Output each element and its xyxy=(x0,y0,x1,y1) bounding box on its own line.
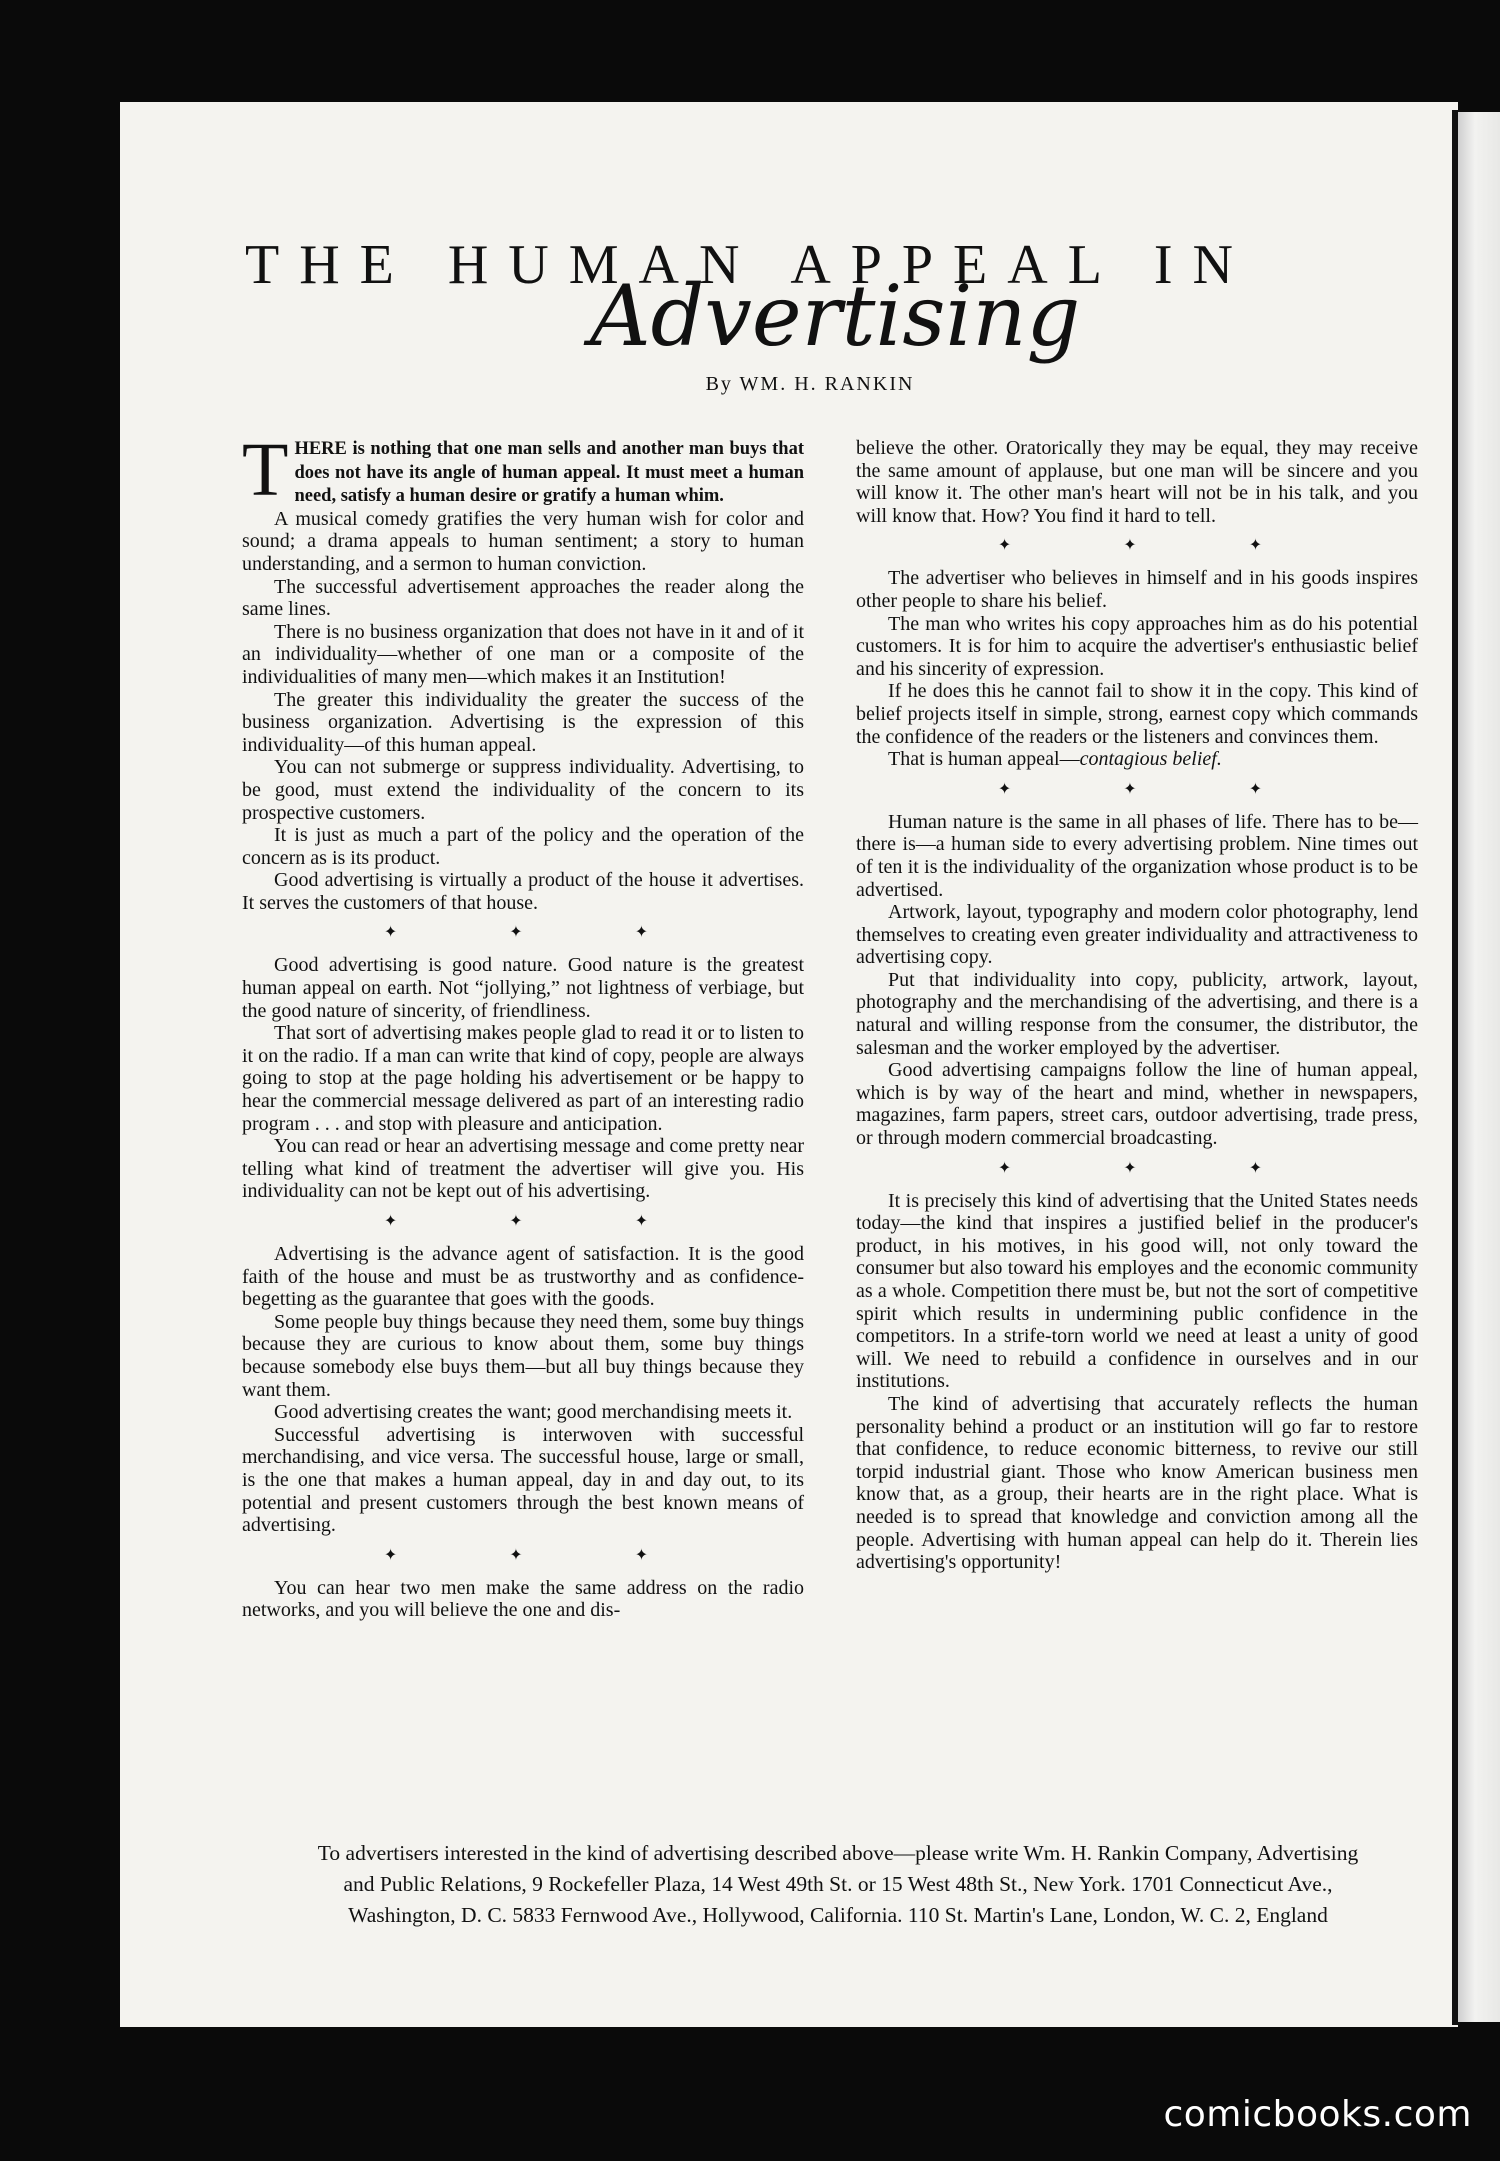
opening-paragraph xyxy=(242,428,804,512)
section-divider: ✦ ✦ ✦ xyxy=(997,780,1317,798)
article-paragraph xyxy=(856,1393,1418,1574)
article-paragraph xyxy=(242,954,804,1022)
drop-cap: T xyxy=(242,428,289,512)
paragraph-text: If he does this he cannot fail to show it in the copy. This kind of belief projects itself in simple, strong, earnest copy which commands the confidence of the readers or the listeners and convinces them. xyxy=(856,680,1418,748)
paragraph-text: A musical comedy gratifies the very human wish for color and sound; a drama appeals to human sentiment; a story to human understanding, and a sermon to human conviction. xyxy=(242,507,804,575)
right-column-body xyxy=(856,437,1418,1574)
article-paragraph xyxy=(242,508,804,576)
left-column-body xyxy=(242,508,804,1622)
article-paragraph xyxy=(242,1401,804,1424)
section-divider: ✦ ✦ ✦ xyxy=(383,1213,703,1230)
paragraph-text: You can hear two men make the same address on the radio networks, and you will believe the one and dis- xyxy=(242,1576,804,1622)
article-column-right xyxy=(856,437,1418,1574)
paragraph-text: The greater this individuality the greater the success of the business organization. Advertising is the expression of this individuality—of this human appeal. xyxy=(242,688,804,756)
adjacent-page-edge xyxy=(1458,112,1500,2022)
footer-line: and Public Relations, 9 Rockefeller Plaza, 14 West 49th St. or 15 West 48th St., New York. 1701 Connecticut Ave., xyxy=(343,1872,1333,1896)
paragraph-text: Good advertising creates the want; good merchandising meets it. xyxy=(274,1401,793,1424)
article-paragraph xyxy=(856,680,1418,748)
paragraph-text: You can read or hear an advertising message and come pretty near telling what kind of treatment the advertiser will give you. His individuality can not be kept out of his advertising. xyxy=(242,1135,804,1203)
opening-text: HERE is nothing that one man sells and another man buys that does not have its angle of human appeal. It must meet a human need, satisfy a human desire or gratify a human whim. xyxy=(294,439,804,507)
footer-line: Washington, D. C. 5833 Fernwood Ave., Hollywood, California. 110 St. Martin's Lane, London, W. C. 2, England xyxy=(348,1903,1328,1927)
article-paragraph xyxy=(856,901,1418,969)
paragraph-text: Artwork, layout, typography and modern color photography, lend themselves to creating even greater individuality and attractiveness to advertising copy. xyxy=(856,901,1418,969)
advertiser-contact-footer xyxy=(248,1838,1428,1931)
section-divider: ✦ ✦ ✦ xyxy=(997,537,1317,555)
italic-phrase: contagious belief. xyxy=(1079,748,1222,771)
paragraph-text: The man who writes his copy approaches him as do his potential customers. It is for him to acquire the advertiser's enthusiastic belief and his sincerity of expression. xyxy=(856,612,1418,680)
article-title: THE HUMAN APPEAL IN xyxy=(245,233,1253,296)
article-paragraph xyxy=(242,689,804,757)
section-divider: ✦ ✦ ✦ xyxy=(383,924,703,942)
article-paragraph xyxy=(242,1424,804,1537)
paragraph-text: Some people buy things because they need them, some buy things because they are curious to know about them, some buy things because somebody else buys them—but all buy things because they want them. xyxy=(242,1310,804,1401)
paragraph-text: Good advertising is good nature. Good nature is the greatest human appeal on earth. Not “jollying,” not lightness of verbiage, but the good nature of sincerity, of friendliness. xyxy=(242,954,804,1022)
paragraph-text: It is precisely this kind of advertising that the United States needs today—the kind that inspires a justified belief in the producer's product, in his motives, in his good will, not only toward the consumer but also toward his employes and the economic community as a whole. Competition there must be, but not the sort of competitive spirit which results in undermining public confidence in the competitors. In a strife-torn world we need at least a unity of good will. We need to rebuild a confidence in ourselves and in our institutions. xyxy=(856,1189,1418,1393)
article-paragraph xyxy=(856,1190,1418,1393)
article-paragraph xyxy=(242,621,804,689)
article-byline: By WM. H. RANKIN xyxy=(705,373,915,395)
article-paragraph xyxy=(242,869,804,914)
article-column-left xyxy=(242,428,804,1622)
article-paragraph xyxy=(242,1135,804,1203)
paragraph-text: That sort of advertising makes people glad to read it or to listen to it on the radio. If a man can write that kind of copy, people are always going to stop at the page holding his advertisement or be happy to hear the commercial message delivered as part of an interesting radio program . . . and stop with pleasure and anticipation. xyxy=(242,1022,804,1135)
paragraph-text: Human nature is the same in all phases of life. There has to be—there is—a human side to every advertising problem. Nine times out of ten it is the individuality of the organization whose product is to be advertised. xyxy=(856,810,1418,901)
article-paragraph xyxy=(856,567,1418,612)
article-paragraph xyxy=(856,811,1418,901)
paragraph-text: Good advertising campaigns follow the line of human appeal, which is by way of the heart and mind, whether in newspapers, magazines, farm papers, street cars, outdoor advertising, trade press, or through modern commercial broadcasting. xyxy=(856,1059,1418,1150)
section-divider: ✦ ✦ ✦ xyxy=(383,1546,703,1564)
paragraph-text: You can not submerge or suppress individuality. Advertising, to be good, must extend the individuality of the concern to its prospective customers. xyxy=(242,756,804,824)
article-paragraph xyxy=(856,613,1418,681)
article-paragraph xyxy=(856,1059,1418,1149)
article-paragraph xyxy=(242,824,804,869)
paragraph-text: Put that individuality into copy, publicity, artwork, layout, photography and the merchandising of the advertising, and there is a natural and willing response from the consumer, the distributor, the salesman and the worker employed by the advertiser. xyxy=(856,968,1418,1059)
paragraph-text: Successful advertising is interwoven with successful merchandising, and vice versa. The successful house, large or small, is the one that makes a human appeal, day in and day out, to its potential and present customers through the best known means of advertising. xyxy=(242,1423,804,1537)
paragraph-text: The kind of advertising that accurately reflects the human personality behind a product or an institution will go far to restore that confidence, to reduce economic bitterness, to revive our still torpid industrial giant. Those who know American business men know that, as a group, their hearts are in the right place. What is needed is to spread that knowledge and conviction among all the people. Advertising with human appeal can help do it. Therein lies advertising's opportunity! xyxy=(856,1392,1418,1574)
article-paragraph xyxy=(856,748,1418,771)
article-paragraph xyxy=(242,1311,804,1401)
site-watermark: comicbooks.com xyxy=(1163,2094,1472,2135)
article-paragraph xyxy=(242,756,804,824)
paragraph-text: It is just as much a part of the policy and the operation of the concern as is its product. xyxy=(242,824,804,869)
article-paragraph xyxy=(242,1022,804,1135)
paragraph-text: Advertising is the advance agent of satisfaction. It is the good faith of the house and must be as trustworthy and as confidence-begetting as the guarantee that goes with the goods. xyxy=(242,1243,804,1311)
article-paragraph xyxy=(242,576,804,621)
article-paragraph xyxy=(856,969,1418,1059)
article-subtitle: Advertising xyxy=(590,267,1081,365)
paragraph-text: That is human appeal— xyxy=(888,748,1080,771)
article-paragraph xyxy=(242,1243,804,1311)
section-divider: ✦ ✦ ✦ xyxy=(997,1159,1317,1177)
article-paragraph xyxy=(856,437,1418,527)
paragraph-text: Good advertising is virtually a product of the house it advertises. It serves the customers of that house. xyxy=(242,869,804,914)
paragraph-text: The advertiser who believes in himself and in his goods inspires other people to share his belief. xyxy=(856,567,1418,612)
paragraph-text: The successful advertisement approaches the reader along the same lines. xyxy=(242,575,804,621)
article-paragraph xyxy=(242,1577,804,1622)
paragraph-text: believe the other. Oratorically they may be equal, they may receive the same amount of applause, but one man will be sincere and you will know it. The other man's heart will not be in his talk, and you will know that. How? You find it hard to tell. xyxy=(856,437,1418,527)
paragraph-text: There is no business organization that does not have in it and of it an individuality—whether of one man or a composite of the individualities of many men—which makes it an Institution! xyxy=(242,620,804,688)
footer-line: To advertisers interested in the kind of advertising described above—please write Wm. H. Rankin Company, Advertising xyxy=(317,1841,1359,1865)
